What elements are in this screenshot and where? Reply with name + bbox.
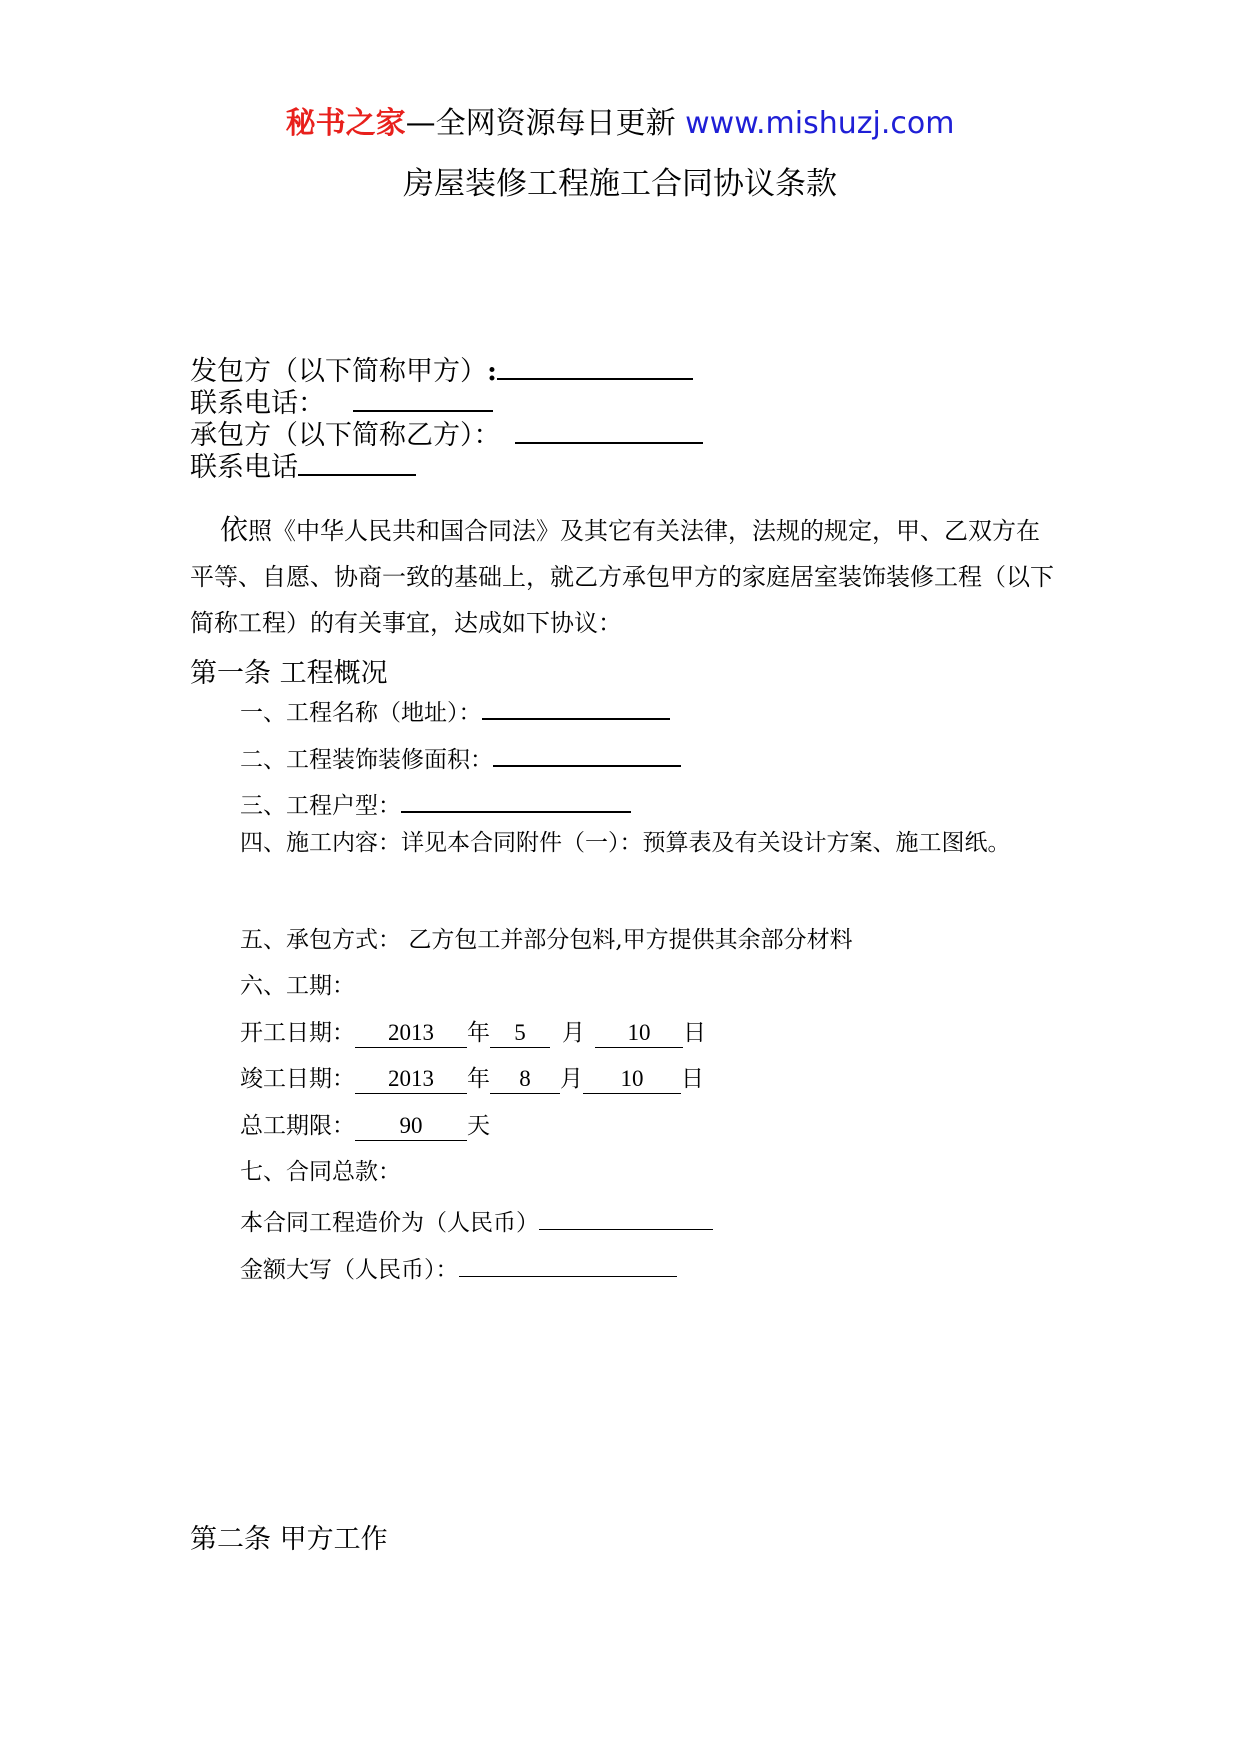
project-name-line <box>240 690 670 730</box>
end-date-line <box>240 1062 704 1096</box>
end-day: 10 <box>583 1065 681 1094</box>
project-area-blank <box>493 737 681 767</box>
brand-name: 秘书之家 <box>285 106 406 141</box>
start-year-unit: 年 <box>467 1020 490 1046</box>
price-words-blank <box>459 1248 677 1277</box>
start-date-label: 开工日期： <box>240 1020 355 1046</box>
total-days-unit: 天 <box>467 1113 490 1139</box>
price-heading: 七、合同总款： <box>240 1159 401 1185</box>
construction-content-text: 四、施工内容：详见本合同附件（一）：预算表及有关设计方案、施工图纸。 <box>240 830 1011 856</box>
contractor-phone-line <box>190 446 416 485</box>
total-days: 90 <box>355 1112 467 1141</box>
end-date-label: 竣工日期： <box>240 1066 355 1092</box>
project-name-blank <box>482 690 670 720</box>
price-blank <box>539 1201 713 1230</box>
employer-blank <box>497 350 693 380</box>
start-day-unit: 日 <box>683 1020 706 1046</box>
total-period-label: 总工期限： <box>240 1113 355 1139</box>
employer-colon: : <box>487 356 497 387</box>
start-month: 5 <box>490 1019 550 1048</box>
site-banner <box>0 100 1240 148</box>
project-area-line <box>240 737 681 777</box>
intro-dropcap: 依 <box>220 513 249 546</box>
end-year: 2013 <box>355 1065 467 1094</box>
end-month-unit: 月 <box>560 1066 583 1092</box>
price-line <box>240 1201 713 1240</box>
project-name-label: 一、工程名称（地址）： <box>240 700 482 726</box>
construction-content <box>190 820 1060 866</box>
article1-heading: 第一条 工程概况 <box>190 658 388 689</box>
end-month: 8 <box>490 1065 560 1094</box>
contractor-phone-label: 联系电话 <box>190 452 298 483</box>
project-area-label: 二、工程装饰装修面积： <box>240 747 493 773</box>
contractor-phone-blank <box>298 446 416 476</box>
end-year-unit: 年 <box>467 1066 490 1092</box>
start-year: 2013 <box>355 1019 467 1048</box>
period-heading: 六、工期： <box>240 973 355 999</box>
intro-paragraph <box>190 507 1060 646</box>
contract-method-line <box>240 923 853 957</box>
total-period-line <box>240 1109 490 1143</box>
project-type-blank <box>401 783 631 813</box>
intro-text: 照《中华人民共和国合同法》及其它有关法律，法规的规定，甲、乙双方在平等、自愿、协商一致的基础上，就乙方承包甲方的家庭居室装饰装修工程（以下简称工程）的有关事宜，达成如下协议： <box>190 517 1054 637</box>
employer-phone-blank <box>353 382 493 412</box>
end-day-unit: 日 <box>681 1066 704 1092</box>
start-date-line <box>240 1016 706 1050</box>
employer-label: 发包方（以下简称甲方） <box>190 356 487 387</box>
price-words-label: 金额大写（人民币）： <box>240 1257 459 1283</box>
start-day: 10 <box>595 1019 683 1048</box>
employer-phone-label: 联系电话： <box>190 388 325 419</box>
document-title: 房屋装修工程施工合同协议条款 <box>403 166 837 202</box>
banner-slogan: —全网资源每日更新 <box>405 106 676 141</box>
contract-method-label: 五、承包方式： <box>240 927 401 953</box>
contractor-label: 承包方（以下简称乙方）： <box>190 420 501 451</box>
project-type-label: 三、工程户型： <box>240 793 401 819</box>
article2-heading: 第二条 甲方工作 <box>190 1524 388 1555</box>
project-type-line <box>240 783 631 823</box>
contract-method-value: 乙方包工并部分包料,甲方提供其余部分材料 <box>408 927 853 953</box>
contractor-blank <box>515 414 703 444</box>
banner-url-link[interactable]: www.mishuzj.com <box>685 106 955 141</box>
price-words-line <box>240 1248 677 1287</box>
start-month-unit: 月 <box>562 1020 585 1046</box>
price-label: 本合同工程造价为（人民币） <box>240 1210 539 1236</box>
